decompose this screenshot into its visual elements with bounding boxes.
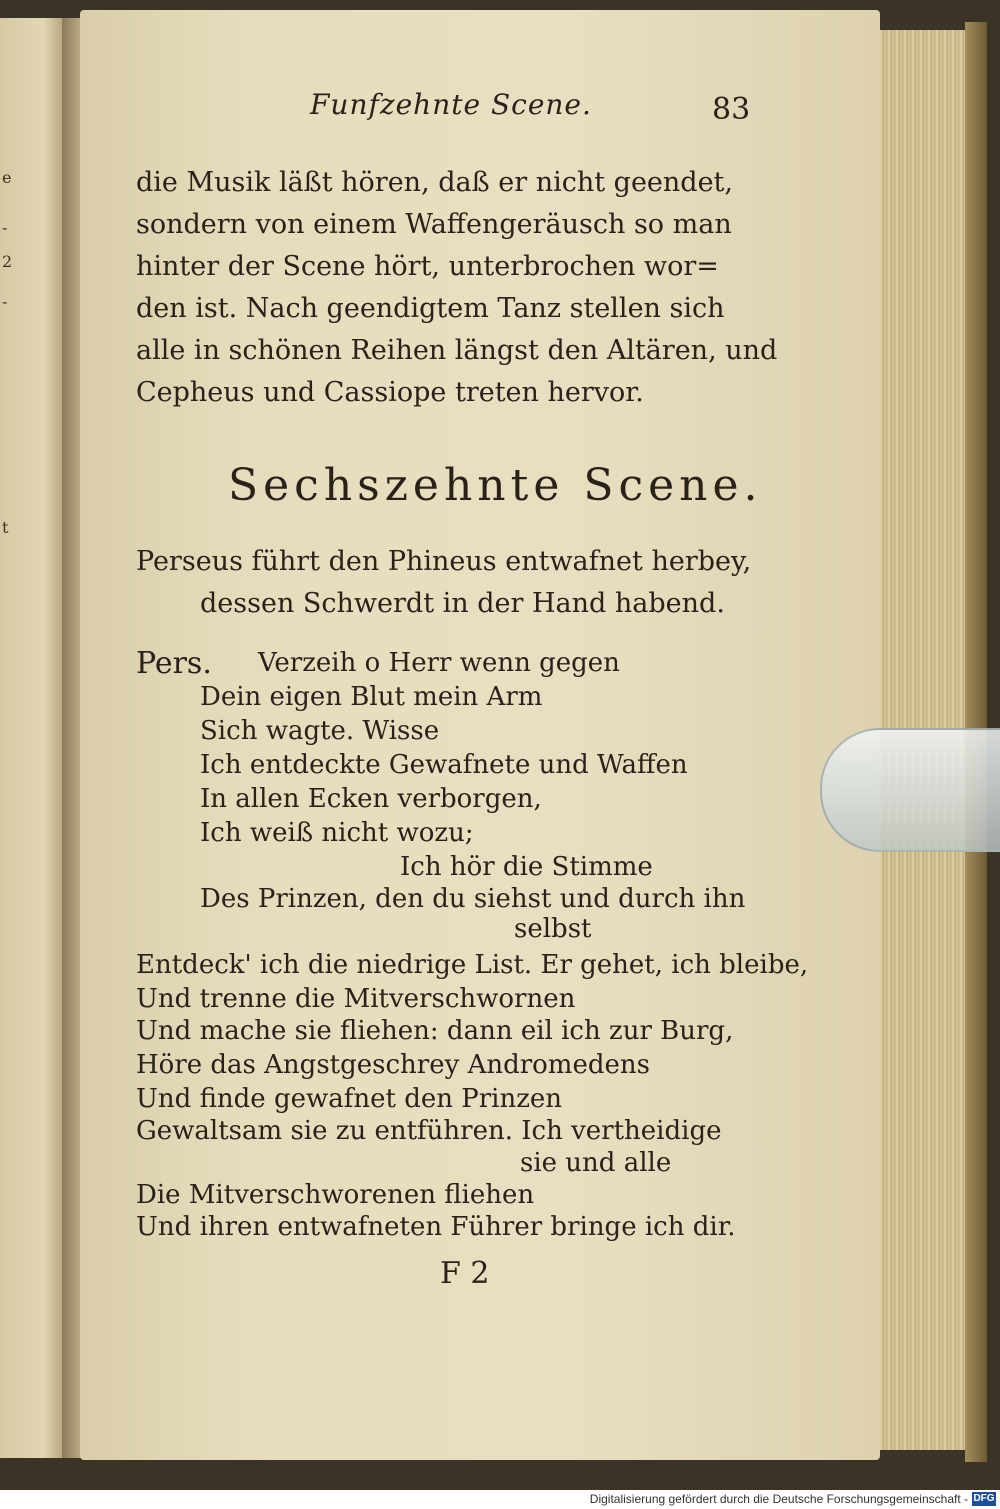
left-page-fragment: 2: [2, 252, 13, 271]
dfg-logo-icon: DFG: [973, 1493, 995, 1504]
verse-line: Und mache sie fliehen: dann eil ich zur Burg,: [136, 1016, 734, 1046]
left-page-fragment: e: [2, 168, 12, 187]
left-page-fragment: -: [2, 292, 8, 311]
paragraph-line: den ist. Nach geendigtem Tanz stellen sich: [136, 293, 725, 324]
paragraph-line: Cepheus und Cassiope treten hervor.: [136, 377, 644, 408]
stage-direction: dessen Schwerdt in der Hand habend.: [200, 588, 725, 619]
signature-mark: F 2: [440, 1256, 490, 1291]
paragraph-line: hinter der Scene hört, unterbrochen wor=: [136, 251, 719, 282]
page-number: 83: [712, 92, 751, 127]
verse-line: Gewaltsam sie zu entführen. Ich vertheidige: [136, 1116, 722, 1146]
verse-line: Und trenne die Mitverschwornen: [136, 984, 576, 1014]
verse-line: Ich weiß nicht wozu;: [200, 818, 474, 848]
digitization-footer: [0, 1490, 1000, 1509]
verse-line: selbst: [514, 914, 592, 944]
verse-line: Entdeck' ich die niedrige List. Er gehet, ich bleibe,: [136, 950, 809, 980]
verse-line: sie und alle: [520, 1148, 672, 1178]
prose-paragraph: [136, 162, 778, 414]
paragraph-line: die Musik läßt hören, daß er nicht geendet,: [136, 167, 733, 198]
verse-line: In allen Ecken verborgen,: [200, 784, 542, 814]
paragraph-line: sondern von einem Waffengeräusch so man: [136, 209, 732, 240]
verse-line: Die Mitverschworenen fliehen: [136, 1180, 535, 1210]
verse-line: Ich entdeckte Gewafnete und Waffen: [200, 750, 688, 780]
paragraph-line: alle in schönen Reihen längst den Altären, und: [136, 335, 778, 366]
verse-line: Und ihren entwafneten Führer bringe ich dir.: [136, 1212, 736, 1242]
verse-line: Sich wagte. Wisse: [200, 716, 440, 746]
left-page-fragment: -: [2, 218, 8, 237]
page-holder-clip: [820, 728, 1000, 852]
verse-line: Ich hör die Stimme: [400, 852, 653, 882]
verse-line: Dein eigen Blut mein Arm: [200, 682, 543, 712]
scene-heading: Sechszehnte Scene.: [228, 460, 763, 511]
speaker-name: Pers.: [136, 646, 212, 681]
running-head: Funfzehnte Scene.: [310, 88, 592, 121]
left-page-fragment: t: [2, 518, 9, 537]
verse-line: Verzeih o Herr wenn gegen: [258, 648, 620, 678]
left-page-edge: [0, 18, 62, 1458]
funding-credit: Digitalisierung gefördert durch die Deutsche Forschungsgemeinschaft -: [589, 1492, 968, 1506]
verse-line: Des Prinzen, den du siehst und durch ihn: [200, 884, 746, 914]
verse-line: Höre das Angstgeschrey Andromedens: [136, 1050, 650, 1080]
stage-direction: Perseus führt den Phineus entwafnet herbey,: [136, 546, 752, 577]
verse-line: Und finde gewafnet den Prinzen: [136, 1084, 563, 1114]
